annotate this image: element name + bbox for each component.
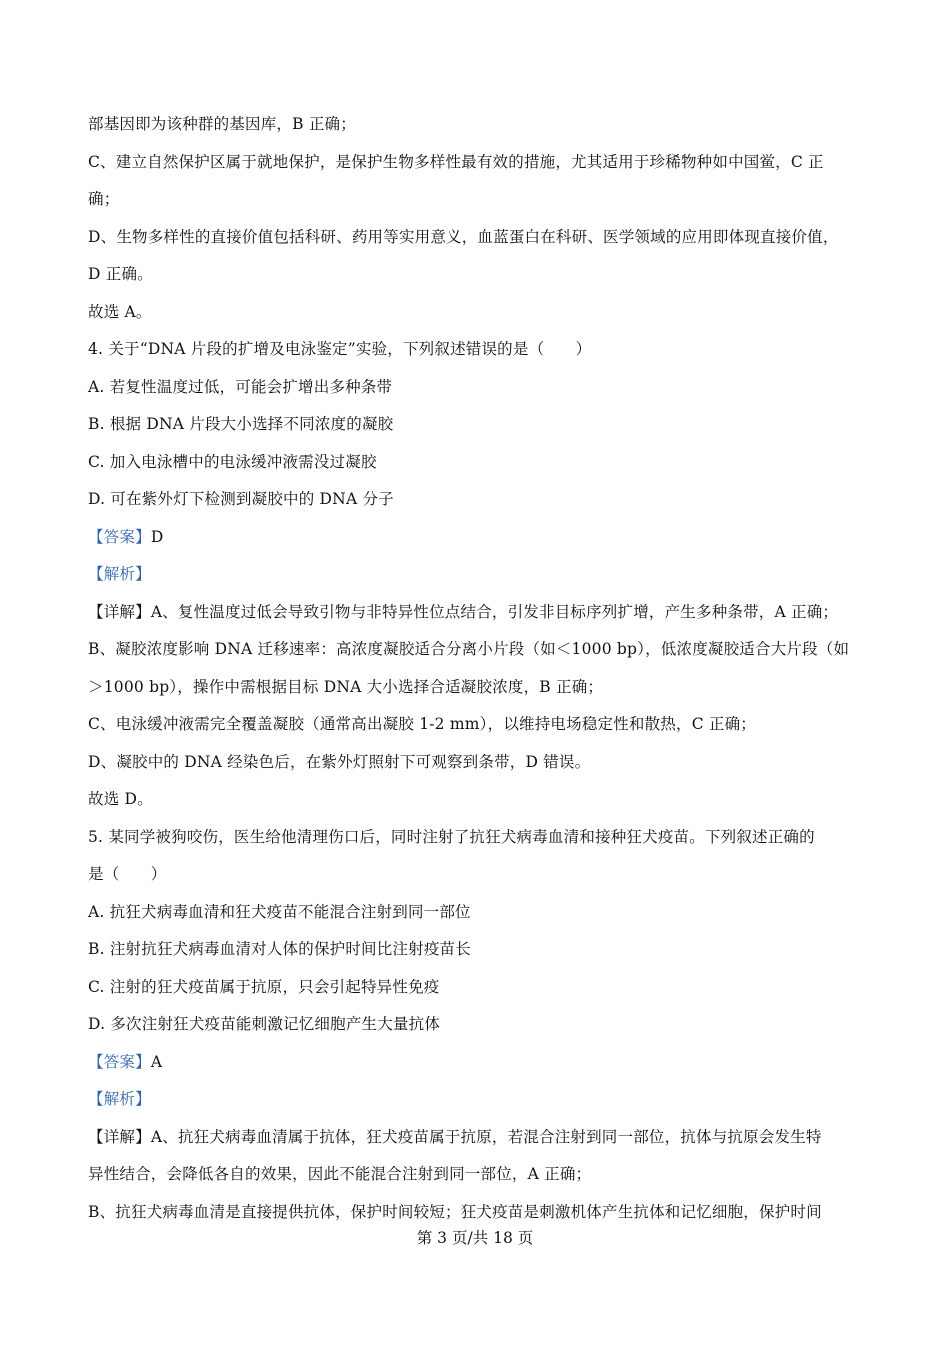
text-line: B、抗狂犬病毒血清是直接提供抗体，保护时间较短；狂犬疫苗是刺激机体产生抗体和记忆细胞，保护时间: [88, 1203, 822, 1221]
detail-line: [88, 1127, 822, 1147]
option-a: A. 抗狂犬病毒血清和狂犬疫苗不能混合注射到同一部位: [88, 903, 471, 921]
option-d: D. 多次注射狂犬疫苗能刺激记忆细胞产生大量抗体: [88, 1015, 441, 1033]
option-c: C. 加入电泳槽中的电泳缓冲液需没过凝胶: [88, 453, 377, 471]
analysis-line: [88, 564, 151, 584]
page-footer: 第 3 页/共 18 页: [416, 1229, 534, 1247]
text-line: D、生物多样性的直接价值包括科研、药用等实用意义，血蓝蛋白在科研、医学领域的应用即体现直接价值，: [88, 228, 839, 246]
text-line: 故选 D。: [88, 790, 153, 808]
text-line: ＞1000 bp），操作中需根据目标 DNA 大小选择合适凝胶浓度，B 正确；: [88, 678, 604, 696]
text-line: B、凝胶浓度影响 DNA 迁移速率：高浓度凝胶适合分离小片段（如＜1000 bp），低浓度凝胶适合大片段（如: [88, 640, 850, 658]
text-line: 确；: [88, 190, 120, 208]
question-5-stem-cont: 是（ ）: [88, 865, 167, 883]
detail-tag: 【详解】: [88, 603, 151, 621]
answer-tag: 【答案】: [88, 528, 151, 546]
option-b: B. 注射抗狂犬病毒血清对人体的保护时间比注射疫苗长: [88, 940, 471, 958]
option-a: A. 若复性温度过低，可能会扩增出多种条带: [88, 378, 393, 396]
answer-line: [88, 1052, 162, 1072]
option-d: D. 可在紫外灯下检测到凝胶中的 DNA 分子: [88, 490, 394, 508]
analysis-tag: 【解析】: [88, 1090, 151, 1108]
detail-text: A、复性温度过低会导致引物与非特异性位点结合，引发非目标序列扩增，产生多种条带，A 正确；: [150, 603, 839, 621]
detail-line: [88, 602, 838, 622]
answer-value: A: [150, 1053, 163, 1071]
text-line: 异性结合，会降低各自的效果，因此不能混合注射到同一部位，A 正确；: [88, 1165, 592, 1183]
answer-line: [88, 527, 163, 547]
text-line: D 正确。: [88, 265, 153, 283]
option-c: C. 注射的狂犬疫苗属于抗原，只会引起特异性免疫: [88, 978, 440, 996]
question-5-stem: 5. 某同学被狗咬伤，医生给他清理伤口后，同时注射了抗狂犬病毒血清和接种狂犬疫苗。下列叙述正确的: [88, 828, 815, 846]
answer-tag: 【答案】: [88, 1053, 151, 1071]
answer-value: D: [150, 528, 164, 546]
text-line: C、建立自然保护区属于就地保护，是保护生物多样性最有效的措施，尤其适用于珍稀物种如中国鲎，C 正: [88, 153, 824, 171]
text-line: D、凝胶中的 DNA 经染色后，在紫外灯照射下可观察到条带，D 错误。: [88, 753, 591, 771]
analysis-tag: 【解析】: [88, 565, 151, 583]
analysis-line: [88, 1089, 151, 1109]
text-line: 故选 A。: [88, 303, 152, 321]
text-line: C、电泳缓冲液需完全覆盖凝胶（通常高出凝胶 1-2 mm），以维持电场稳定性和散热，C 正确；: [88, 715, 757, 733]
question-4-stem: 4. 关于“DNA 片段的扩增及电泳鉴定”实验，下列叙述错误的是（ ）: [88, 340, 592, 358]
text-line: 部基因即为该种群的基因库，B 正确；: [88, 115, 356, 133]
detail-tag: 【详解】: [88, 1128, 151, 1146]
detail-text: A、抗狂犬病毒血清属于抗体，狂犬疫苗属于抗原，若混合注射到同一部位，抗体与抗原会发生特: [150, 1128, 822, 1146]
option-b: B. 根据 DNA 片段大小选择不同浓度的凝胶: [88, 415, 394, 433]
